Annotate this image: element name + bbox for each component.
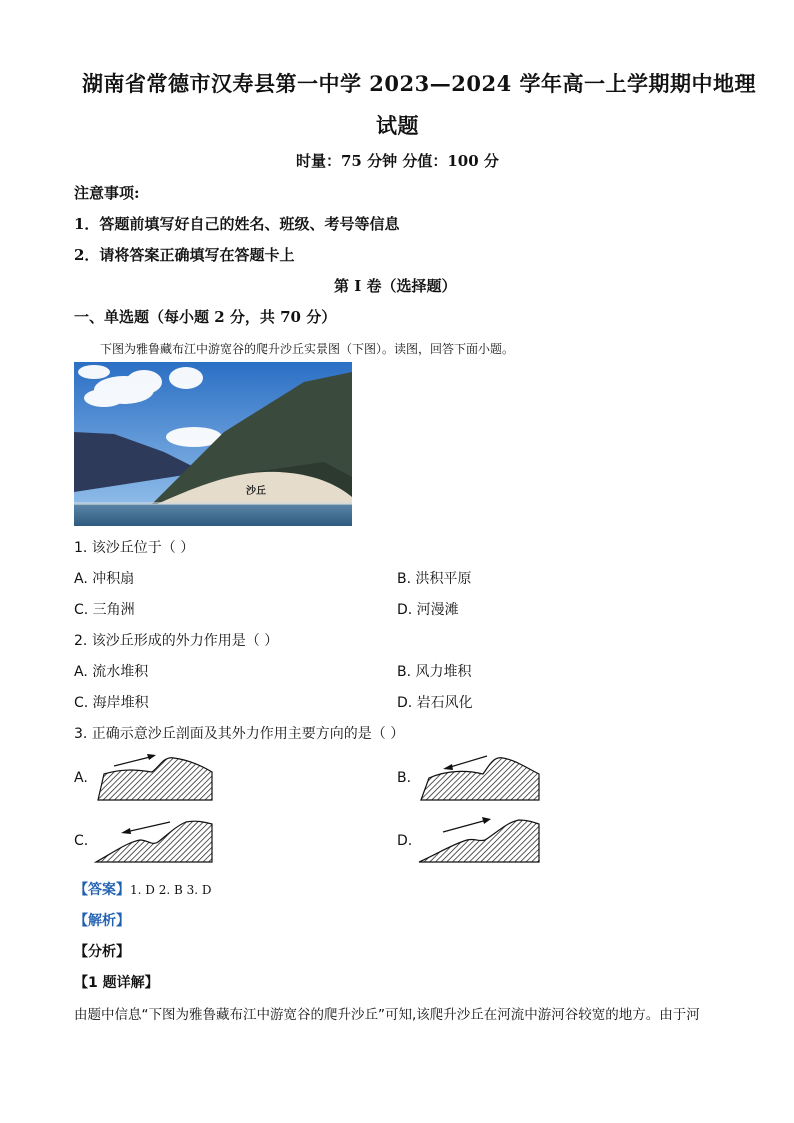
q1-option-a: A. 冲积扇 <box>74 571 135 587</box>
answer-label: 【答案】 <box>74 882 130 898</box>
profile-d-diagram <box>417 812 543 864</box>
answer-line <box>74 879 211 899</box>
notice-heading: 注意事项: <box>74 184 140 202</box>
volume-heading: 第 I 卷（选择题） <box>334 277 457 295</box>
page-title: 湖南省常德市汉寿县第一中学 2023—2024 学年高一上学期期中地理 <box>82 71 757 96</box>
analysis-label: 【解析】 <box>74 913 130 929</box>
q3-option-a: A. <box>74 770 88 786</box>
question-3-stem: 3. 正确示意沙丘剖面及其外力作用主要方向的是（ ） <box>74 726 405 742</box>
q2-option-d: D. 岩石风化 <box>397 695 473 711</box>
q3-option-c: C. <box>74 833 89 849</box>
answer-text: 1. D 2. B 3. D <box>130 883 212 897</box>
question-2-stem: 2. 该沙丘形成的外力作用是（ ） <box>74 633 279 649</box>
question-1-stem: 1. 该沙丘位于（ ） <box>74 540 195 556</box>
q1-option-d: D. 河漫滩 <box>397 602 459 618</box>
profile-c-diagram <box>94 812 216 864</box>
page-title-line2: 试题 <box>376 113 419 138</box>
intro-text: 下图为雅鲁藏布江中游宽谷的爬升沙丘实景图（下图）。读图，回答下面小题。 <box>100 342 515 356</box>
q2-option-a: A. 流水堆积 <box>74 664 149 680</box>
notice-item-2: 2．请将答案正确填写在答题卡上 <box>74 246 295 264</box>
notice-item-1: 1．答题前填写好自己的姓名、班级、考号等信息 <box>74 215 400 233</box>
profile-b-diagram <box>417 752 543 804</box>
q3-option-b: B. <box>397 770 412 786</box>
q2-option-b: B. 风力堆积 <box>397 664 472 680</box>
time-score: 时量：75 分钟 分值：100 分 <box>296 152 499 170</box>
dune-photo <box>74 362 352 526</box>
detail-label: 【1 题详解】 <box>74 975 159 991</box>
detail-text: 由题中信息“下图为雅鲁藏布江中游宽谷的爬升沙丘”可知,该爬升沙丘在河流中游河谷较宽的地方。由于河 <box>74 1007 700 1023</box>
q3-option-d: D. <box>397 833 413 849</box>
profile-a-diagram <box>94 752 216 804</box>
fenxi-label: 【分析】 <box>74 944 130 960</box>
section-heading: 一、单选题（每小题 2 分，共 70 分） <box>74 308 337 326</box>
dune-label: 沙丘 <box>246 486 266 497</box>
q1-option-c: C. 三角洲 <box>74 602 135 618</box>
q1-option-b: B. 洪积平原 <box>397 571 472 587</box>
q2-option-c: C. 海岸堆积 <box>74 695 149 711</box>
